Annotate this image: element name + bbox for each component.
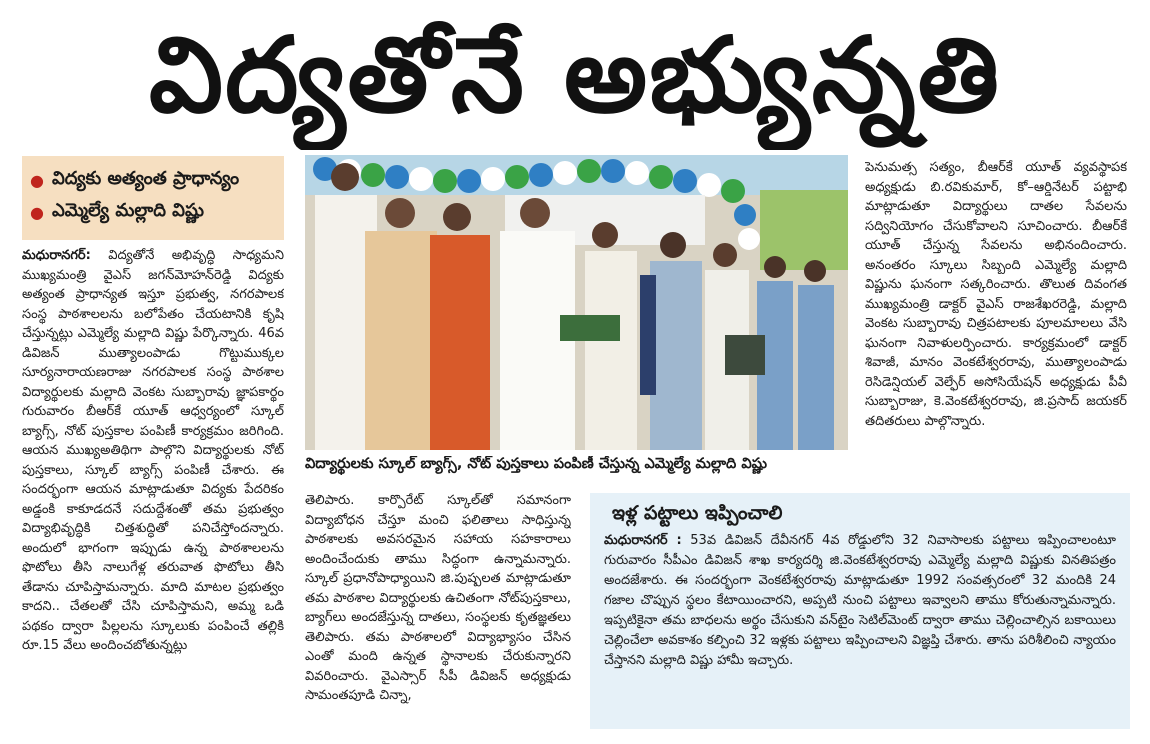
photo-caption: విద్యార్థులకు స్కూల్ బ్యాగ్స్, నోట్ పుస్తకాలు పంపిణీ చేస్తున్న ఎమ్మెల్యే మల్లాది విష్ణు bbox=[305, 456, 767, 472]
article-column-left bbox=[22, 246, 284, 738]
headline: విద్యతోనే అభ్యున్నతి bbox=[149, 14, 1001, 136]
bullet-icon: ● bbox=[30, 202, 44, 222]
subhead-text: విద్యకు అత్యంత ప్రాధాన్యం bbox=[51, 167, 240, 189]
news-photo bbox=[305, 155, 848, 450]
article-column-right: పెనుమత్స సత్యం, బీఆర్‌కే యూత్ వ్యవస్థాపక అధ్యక్షుడు బి.రవికుమార్, కో–ఆర్డినేటర్ పట్టాభి మాట్లాడుతూ విద్యార్థులు దాతల సేవలను సద్వినియోగం చేసుకోవాలని సూచించారు. బీఆర్‌కే యూత్ చేస్తున్న సేవలను అభినందించారు. అనంతరం స్కూలు సిబ్బంది ఎమ్మెల్యే మల్లాది విష్ణును ఘనంగా సత్కరించారు. తొలుత దివంగత ముఖ్యమంత్రి డాక్టర్ వైఎస్ రాజశేఖరరెడ్డి, మల్లాది వెంకట సుబ్బారావు చిత్రపటాలకు పూలమాలలు వేసి ఘనంగా నివాళులర్పించారు. కార్యక్రమంలో డాక్టర్ శివాజీ, మానం వెంకటేశ్వరరావు, ముత్యాలంపాడు రెసిడెన్షియల్ వెల్ఫేర్ అసోసియేషన్ అధ్యక్షుడు పీవీ సుబ్బారాజు, కె.వెంకటేశ్వరరావు, జి.ప్రసాద్ జయకర్ తదితరులు పాల్గొన్నారు. bbox=[865, 160, 1127, 429]
subhead-item bbox=[30, 196, 276, 228]
photo-illustration bbox=[305, 155, 848, 450]
bullet-icon: ● bbox=[30, 170, 44, 190]
sidebar-news-box bbox=[590, 493, 1130, 729]
box-title: ఇళ్ల పట్టాలు ఇప్పించాలి bbox=[612, 502, 783, 524]
subhead-text: ఎమ్మెల్యే మల్లాది విష్ణు bbox=[51, 199, 205, 221]
box-body bbox=[604, 531, 1116, 721]
subhead-item bbox=[30, 164, 276, 196]
article-text: విద్యతోనే అభివృద్ధి సాధ్యమని ముఖ్యమంత్రి వైఎస్ జగన్‌మోహన్‌రెడ్డి విద్యకు అత్యంత ప్రాధాన్యత ఇస్తూ ప్రభుత్వ, నగరపాలక సంస్థ పాఠశాలలను బలోపేతం చేయటానికి కృషి చేస్తున్నట్లు ఎమ్మెల్యే మల్లాది విష్ణు పేర్కొన్నారు. 46వ డివిజన్ ముత్యాలంపాడు గొట్టుముక్కల సూర్యనారాయణరాజు నగరపాలక సంస్థ పాఠశాల విద్యార్థులకు మల్లాది వెంకట సుబ్బారావు జ్ఞాపకార్థం గురువారం బీఆర్‌కే యూత్ ఆధ్వర్యంలో స్కూల్ బ్యాగ్స్, నోట్ పుస్తకాల పంపిణీ కార్యక్రమం జరిగింది. ఆయన ముఖ్యఅతిథిగా పాల్గొని విద్యార్థులకు నోట్ పుస్తకాలు, స్కూల్ బ్యాగ్స్ పంపిణీ చేశారు. ఈ సందర్భంగా ఆయన మాట్లాడుతూ విద్యకు పేదరికం అడ్డంకి కాకూడదనే సదుద్దేశంతో తమ ప్రభుత్వం విద్యాభివృద్ధికి చిత్తశుద్ధితో పనిచేస్తోందన్నారు. అందులో భాగంగా ఇప్పుడు ఉన్న పాఠశాలలను ఫొటోలు తీసి నాలుగేళ్ల తరువాత ఫొటోలు తీసి తేడాను చూపిస్తామన్నారు. మాది మాటల ప్రభుత్వం కాదని.. చేతలతో చేసి చూపిస్తామని, అమ్మ ఒడి పథకం ద్వారా పిల్లలను స్కూలుకు పంపించే తల్లికి రూ.15 వేలు అందించబోతున్నట్లు bbox=[22, 248, 284, 653]
article-column-middle: తెలిపారు. కార్పొరేట్ స్కూల్‌తో సమానంగా విద్యాబోధన చేస్తూ మంచి ఫలితాలు సాధిస్తున్న పాఠశాలకు అవసరమైన సహాయ సహకారాలు అందించేందుకు తాము సిద్ధంగా ఉన్నామన్నారు. స్కూల్ ప్రధానోపాధ్యాయిని జి.పుష్పలత మాట్లాడుతూ తమ పాఠశాల విద్యార్థులకు ఉచితంగా నోట్‌పుస్తకాలు, బ్యాగ్‌లు అందజేస్తున్న దాతలు, సంస్థలకు కృతజ్ఞతలు తెలిపారు. తమ పాఠశాలలో విద్యాభ్యాసం చేసిన ఎంతో మంది ఉన్నత స్థానాలకు చేరుకున్నారని వివరించారు. వైఎస్సార్ సీపీ డివిజన్ అధ్యక్షుడు సామంతపూడి చిన్నా, bbox=[305, 493, 571, 703]
subheads-box bbox=[22, 156, 284, 240]
dateline: మధురానగర్: bbox=[22, 248, 91, 263]
box-text: 53వ డివిజన్ దేవీనగర్ 4వ రోడ్డులోని 32 నివాసాలకు పట్టాలు ఇప్పించాలంటూ గురువారం సీపీఎం డివిజన్ శాఖ కార్యదర్శి జి.వెంకటేశ్వరరావు ఎమ్మెల్యే మల్లాది విష్ణుకు వినతిపత్రం అందజేశారు. ఈ సందర్భంగా వెంకటేశ్వరరావు మాట్లాడుతూ 1992 సంవత్సరంలో 32 మందికి 24 గజాల చొప్పున స్థలం కేటాయించారని, అప్పటి నుంచి పట్టాలు ఇవ్వాలని తాము కోరుతున్నామన్నారు. ఇప్పటికైనా తమ బాధలను అర్థం చేసుకుని వన్‌టైం సెటిల్‌మెంట్ ద్వారా తాము చెల్లించాల్సిన బకాయిలు చెల్లించేలా అవకాశం కల్పించి 32 ఇళ్లకు పట్టాలు ఇప్పించాలని విజ్ఞప్తి చేశారు. తాను పరిశీలించి న్యాయం చేస్తానని మల్లాది విష్ణు హామీ ఇచ్చారు. bbox=[604, 533, 1116, 668]
box-dateline: మధురానగర్ : bbox=[604, 533, 682, 548]
